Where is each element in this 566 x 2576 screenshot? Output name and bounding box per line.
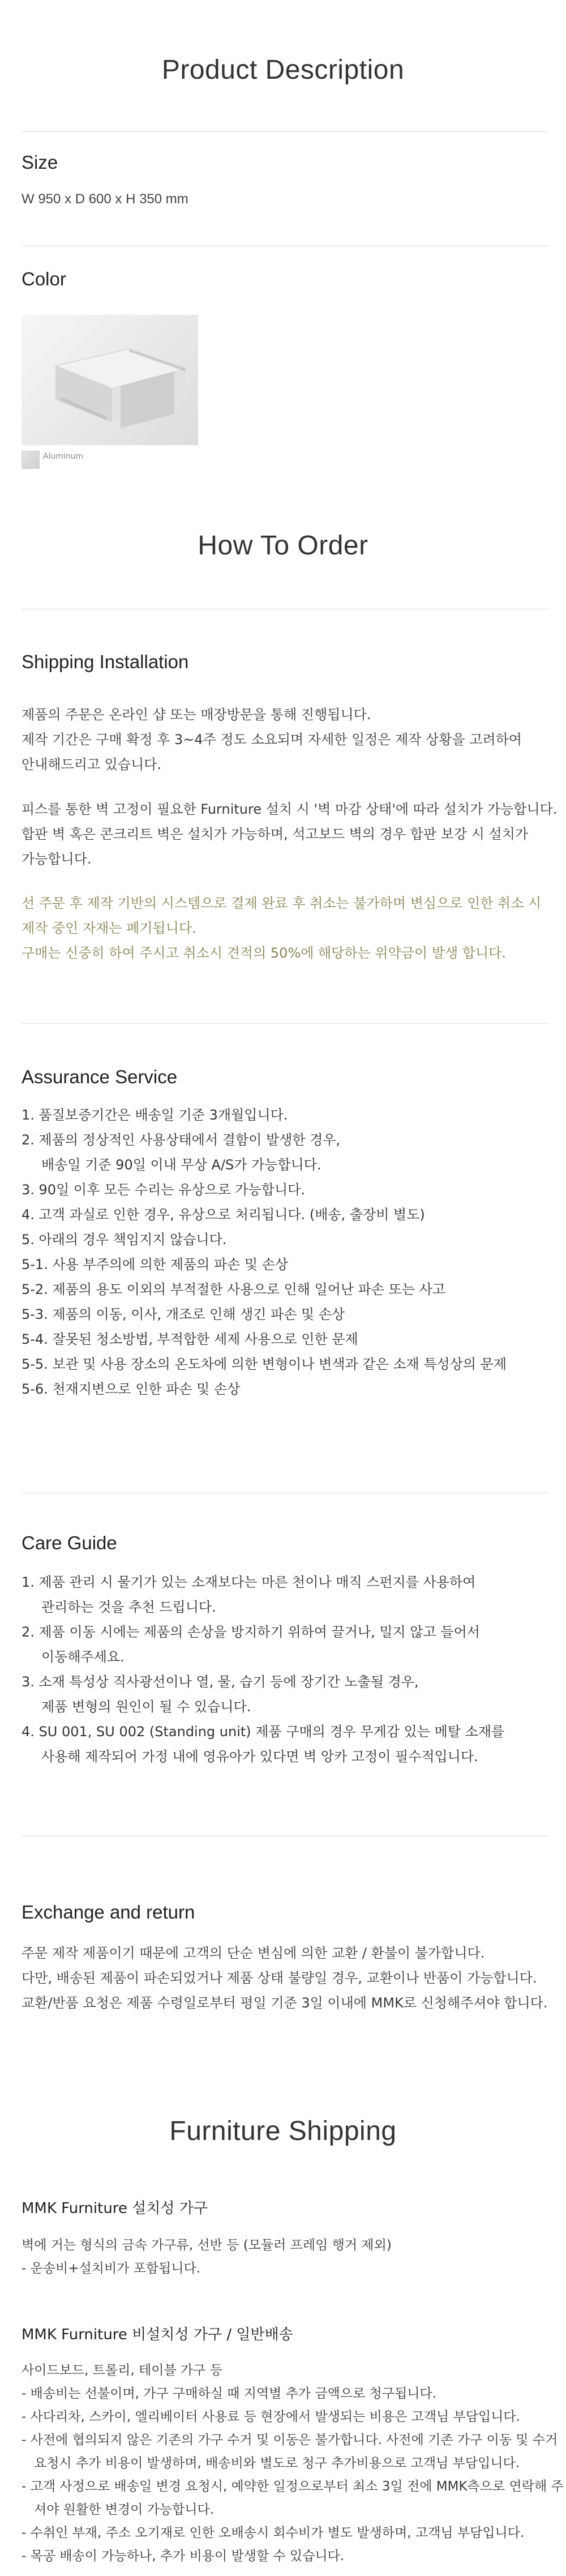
exchange-return-body xyxy=(22,1941,548,2015)
list-item: 배송일 기준 90일 이내 무상 A/S가 가능합니다. xyxy=(41,1157,321,1173)
paragraph-line: 피스를 통한 벽 고정이 필요한 Furniture 설치 시 '벽 마감 상태'에 따라 설치가 가능합니다. xyxy=(22,801,558,817)
color-title: Color xyxy=(22,268,66,289)
list-item: 5. 아래의 경우 책임지지 않습니다. xyxy=(22,1232,227,1248)
paragraph-line: - 운송비+설치비가 포함됩니다. xyxy=(22,2261,201,2276)
policy-line: 제작 중인 자재는 폐기됩니다. xyxy=(22,920,196,936)
list-item: 5-4. 잘못된 청소방법, 부적합한 세제 사용으로 인한 문제 xyxy=(22,1331,358,1347)
list-item: 5-5. 보관 및 사용 장소의 온도차에 의한 변형이나 변색과 같은 소재 특성상의 문제 xyxy=(22,1356,507,1372)
paragraph-line: 요청시 추가 비용이 발생하며, 배송비와 별도로 청구 추가비용으로 고객님 부담입니다. xyxy=(34,2456,520,2471)
non-install-furniture-body xyxy=(22,2359,564,2568)
paragraph-line: 합판 벽 혹은 콘크리트 벽은 설치가 가능하며, 석고보드 벽의 경우 합판 보강 시 설치가 xyxy=(22,826,529,842)
size-title: Size xyxy=(22,152,58,173)
paragraph-line: 벽에 거는 형식의 금속 가구류, 선반 등 (모듈러 프레임 행거 제외) xyxy=(22,2238,392,2253)
install-furniture-body xyxy=(22,2234,392,2280)
paragraph-line: - 수취인 부재, 주소 오기재로 인한 오배송시 회수비가 별도 발생하며, 고객님 부담입니다. xyxy=(22,2526,525,2540)
list-item: 이동해주세요. xyxy=(41,1649,125,1665)
policy-line: 선 주문 후 제작 기반의 시스템으로 결제 완료 후 취소는 불가하며 변심으로 인한 취소 시 xyxy=(22,895,542,911)
list-item: 5-3. 제품의 이동, 이사, 개조로 인해 생긴 파손 및 손상 xyxy=(22,1306,345,1322)
list-item: 3. 소재 특성상 직사광선이나 열, 물, 습기 등에 장기간 노출될 경우, xyxy=(22,1674,419,1690)
paragraph-line: 가능합니다. xyxy=(22,851,92,867)
list-item: 5-6. 천재지변으로 인한 파손 및 손상 xyxy=(22,1381,241,1397)
list-item: 2. 제품 이동 시에는 제품의 손상을 방지하기 위하여 끌거나, 밀지 않고 들어서 xyxy=(22,1624,480,1640)
paragraph-line: 제품의 주문은 온라인 샵 또는 매장방문을 통해 진행됩니다. xyxy=(22,707,371,723)
paragraph-line: - 목공 배송이 가능하나, 추가 비용이 발생할 수 있습니다. xyxy=(22,2549,345,2564)
paragraph-line: 교환/반품 요청은 제품 수령일로부터 평일 기준 3일 이내에 MMK로 신청해주셔야 합니다. xyxy=(22,1995,548,2011)
color-swatch-label: Aluminum xyxy=(43,452,84,461)
paragraph-line: - 사전에 협의되지 않은 기존의 가구 수거 및 이동은 불가합니다. 사전에 기존 가구 이동 및 수거 xyxy=(22,2433,558,2447)
list-item: 제품 변형의 원인이 될 수 있습니다. xyxy=(41,1699,251,1715)
care-guide-list xyxy=(22,1570,504,1769)
paragraph-line: - 사다리차, 스카이, 엘리베이터 사용료 등 현장에서 발생되는 비용은 고객님 부담입니다. xyxy=(22,2410,520,2424)
list-item: 2. 제품의 정상적인 사용상태에서 결함이 발생한 경우, xyxy=(22,1132,341,1148)
list-item: 1. 품질보증기간은 배송일 기준 3개월입니다. xyxy=(22,1107,288,1123)
product-description-heading: Product Description xyxy=(161,55,405,85)
table-illustration xyxy=(22,315,198,445)
product-color-image xyxy=(22,315,198,445)
paragraph-line: - 배송비는 선불이며, 가구 구매하실 때 지역별 추가 금액으로 청구됩니다. xyxy=(22,2386,437,2401)
list-item: 4. SU 001, SU 002 (Standing unit) 제품 구매의 경우 무게감 있는 메탈 소재를 xyxy=(22,1724,505,1740)
list-item: 1. 제품 관리 시 물기가 있는 소재보다는 마른 천이나 매직 스펀지를 사용하여 xyxy=(22,1574,476,1590)
paragraph-line: 셔야 원활한 변경이 가능합니다. xyxy=(34,2502,215,2517)
paragraph-line: 사이드보드, 트롤리, 테이블 가구 등 xyxy=(22,2363,222,2378)
list-item: 3. 90일 이후 모든 수리는 유상으로 가능합니다. xyxy=(22,1182,305,1198)
cancellation-policy-note xyxy=(22,891,541,966)
paragraph-line: 주문 제작 제품이기 때문에 고객의 단순 변심에 의한 교환 / 환불이 불가합니다. xyxy=(22,1945,485,1961)
size-value: W 950 x D 600 x H 350 mm xyxy=(22,191,188,207)
non-install-furniture-title: MMK Furniture 비설치성 가구 / 일반배송 xyxy=(22,2326,293,2343)
how-to-order-heading: How To Order xyxy=(198,531,368,561)
paragraph-line: - 고객 사정으로 배송일 변경 요청시, 예약한 일정으로부터 최소 3일 전에 MMK측으로 연락해 주 xyxy=(22,2479,564,2494)
list-item: 5-1. 사용 부주의에 의한 제품의 파손 및 손상 xyxy=(22,1257,289,1272)
divider xyxy=(22,1023,549,1024)
shipping-installation-wall-note xyxy=(22,797,557,872)
shipping-installation-title: Shipping Installation xyxy=(22,651,189,672)
divider xyxy=(22,131,549,132)
care-guide-title: Care Guide xyxy=(22,1532,117,1553)
policy-line: 구매는 신중히 하여 주시고 취소시 견적의 50%에 해당하는 위약금이 발생 합니다. xyxy=(22,945,506,961)
list-item: 4. 고객 과실로 인한 경우, 유상으로 처리됩니다. (배송, 출장비 별도) xyxy=(22,1207,425,1223)
list-item: 사용해 제작되어 가정 내에 영유아가 있다면 벽 앙카 고정이 필수적입니다. xyxy=(41,1749,478,1765)
shipping-installation-body xyxy=(22,702,522,777)
paragraph-line: 안내해드리고 있습니다. xyxy=(22,757,162,772)
list-item: 관리하는 것을 추천 드립니다. xyxy=(41,1599,216,1615)
assurance-service-list xyxy=(22,1103,507,1402)
list-item: 5-2. 제품의 용도 이외의 부적절한 사용으로 인해 일어난 파손 또는 사고 xyxy=(22,1281,446,1297)
furniture-shipping-heading: Furniture Shipping xyxy=(169,2116,397,2146)
color-swatch-chip[interactable] xyxy=(22,451,40,469)
exchange-return-title: Exchange and return xyxy=(22,1902,195,1923)
paragraph-line: 제작 기간은 구매 확정 후 3~4주 정도 소요되며 자세한 일정은 제작 상황을 고려하여 xyxy=(22,732,522,747)
install-furniture-title: MMK Furniture 설치성 가구 xyxy=(22,2200,208,2217)
paragraph-line: 다만, 배송된 제품이 파손되었거나 제품 상태 불량일 경우, 교환이나 반품이 가능합니다. xyxy=(22,1970,537,1986)
assurance-service-title: Assurance Service xyxy=(22,1066,178,1087)
